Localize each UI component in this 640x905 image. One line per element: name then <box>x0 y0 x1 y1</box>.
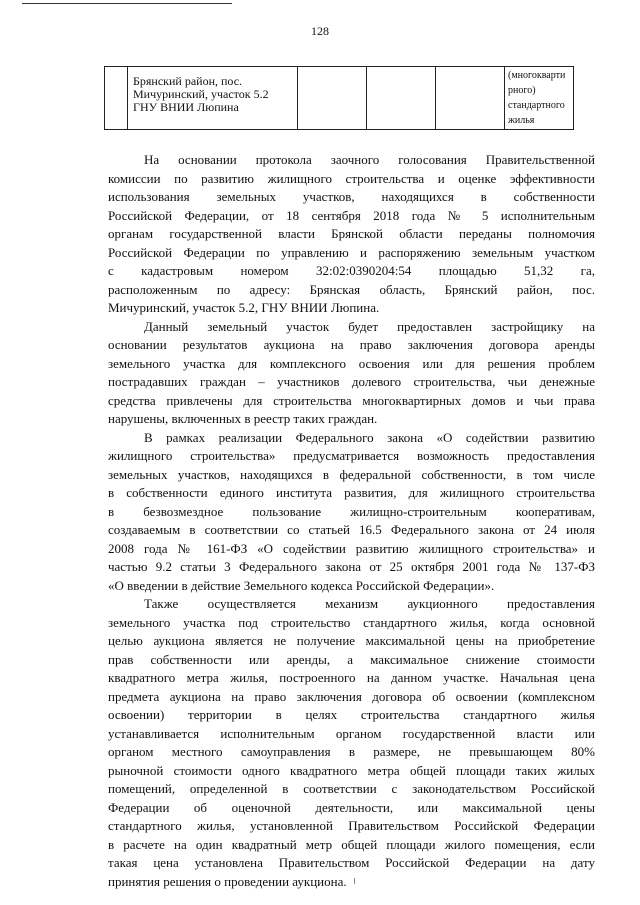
text-line: земельных участков, находящихся в федеральной собственности, в том числе <box>108 466 595 482</box>
table-cell-purpose <box>505 67 574 130</box>
cell-line: ГНУ ВНИИ Люпина <box>133 100 239 114</box>
top-rule <box>22 3 232 4</box>
cell-line: (многокварти <box>508 70 566 81</box>
text-line: Российской Федерации, от 18 сентября 2018 года № 5 исполнительным <box>108 207 595 223</box>
text-line: Мичуринский, участок 5.2, ГНУ ВНИИ Люпина. <box>108 300 380 315</box>
text-line: прав собственности или аренды, а максимальное снижение стоимости <box>108 651 595 667</box>
text-line: целью аукциона является не получение максимальной цены на приобретение <box>108 633 595 648</box>
table-cell-empty <box>298 67 367 130</box>
table-fragment <box>104 66 574 130</box>
table-cell-empty <box>436 67 505 130</box>
cell-line: Мичуринский, участок 5.2 <box>133 87 269 101</box>
text-line: Также осуществляется механизм аукционного предоставления <box>144 596 595 611</box>
text-line: На основании протокола заочного голосования Правительственной <box>144 152 595 167</box>
cell-line: Брянский район, пос. <box>133 74 243 88</box>
text-line: комиссии по развитию жилищного строительства и оценке эффективности <box>108 170 595 186</box>
body-text <box>108 151 595 891</box>
paragraph <box>108 318 595 429</box>
paragraph <box>108 595 595 891</box>
text-line: принятия решения о проведении аукциона. <box>108 873 347 889</box>
table-cell-empty <box>367 67 436 130</box>
address-lines <box>133 75 295 114</box>
text-line: квадратного метра жилья, построенного на данном участке. Начальная цена <box>108 670 595 685</box>
text-line: органам государственной власти Брянской области переданы полномочия <box>108 226 595 241</box>
text-line: использования земельных участков, находящихся в собственности <box>108 189 595 204</box>
text-line: земельного участка под строительство стандартного жилья, когда основной <box>108 614 595 630</box>
page-number: 128 <box>311 24 329 38</box>
text-line: в расчете на один квадратный метр общей площади жилого помещения, если <box>108 836 595 852</box>
text-line: основании результатов аукциона на право заключения договора аренды <box>108 337 595 352</box>
paragraph <box>108 429 595 596</box>
table-cell-empty <box>105 67 128 130</box>
table-cell-address <box>128 67 298 130</box>
text-line: расположенным по адресу: Брянская область, Брянский район, пос. <box>108 281 595 297</box>
paragraph <box>108 151 595 318</box>
text-line: Федерации об оценочной деятельности, или максимальной цены <box>108 799 595 815</box>
text-line: земельного участка для комплексного освоения или для решения проблем <box>108 355 595 371</box>
text-line: в безвозмездное пользование жилищно-строительным кооперативам, <box>108 503 595 519</box>
text-line: освоении) территории в целях строительства стандартного жилья <box>108 707 595 722</box>
text-line: устанавливается исполнительным органом государственной власти или <box>108 725 595 741</box>
text-line: создаваемым в соответствии со статьей 16.5 Федерального закона от 24 июля <box>108 522 595 537</box>
text-line: нарушены, включенных в реестр таких граждан. <box>108 411 378 426</box>
text-line: стандартного жилья, установленной Правительством Российской Федерации <box>108 818 595 833</box>
bottom-mark <box>354 878 355 884</box>
cell-line: стандартного <box>508 100 565 111</box>
text-line: предмета аукциона на право заключения договора об освоении (комплексном <box>108 688 595 704</box>
cell-line: жилья <box>508 115 535 126</box>
text-line: «О введении в действие Земельного кодекса Российской Федерации». <box>108 577 495 593</box>
text-line: В рамках реализации Федерального закона «О содействии развитию <box>144 429 595 445</box>
text-line: Данный земельный участок будет предоставлен застройщику на <box>144 318 595 334</box>
text-line: частью 9.2 статьи 3 Федерального закона от 25 октября 2001 года № 137-ФЗ <box>108 559 595 574</box>
text-line: в собственности единого института развития, для жилищного строительства <box>108 485 595 500</box>
text-line: пострадавших граждан – участников долевого строительства, чьи денежные <box>108 374 595 389</box>
text-line: рыночной стоимости одного квадратного метра общей площади таких жилых <box>108 762 595 778</box>
table-row <box>105 67 574 130</box>
text-line: жилищного строительства» предусматривается возможность предоставления <box>108 448 595 463</box>
text-line: с кадастровым номером 32:02:0390204:54 площадью 51,32 га, <box>108 263 595 278</box>
text-line: органом местного самоуправления в размере, не превышающем 80% <box>108 744 595 759</box>
purpose-lines <box>508 68 573 128</box>
text-line: такая цена установлена Правительством Российской Федерации на дату <box>108 855 595 870</box>
text-line: помещений, определенной в соответствии с законодательством Российской <box>108 781 595 796</box>
text-line: Российской Федерации по управлению и распоряжению земельным участком <box>108 244 595 260</box>
cell-line: рного) <box>508 85 536 96</box>
text-line: средства привлечены для строительства многоквартирных домов и чьи права <box>108 392 595 408</box>
text-line: 2008 года № 161-ФЗ «О содействии развитию жилищного строительства» и <box>108 540 595 556</box>
